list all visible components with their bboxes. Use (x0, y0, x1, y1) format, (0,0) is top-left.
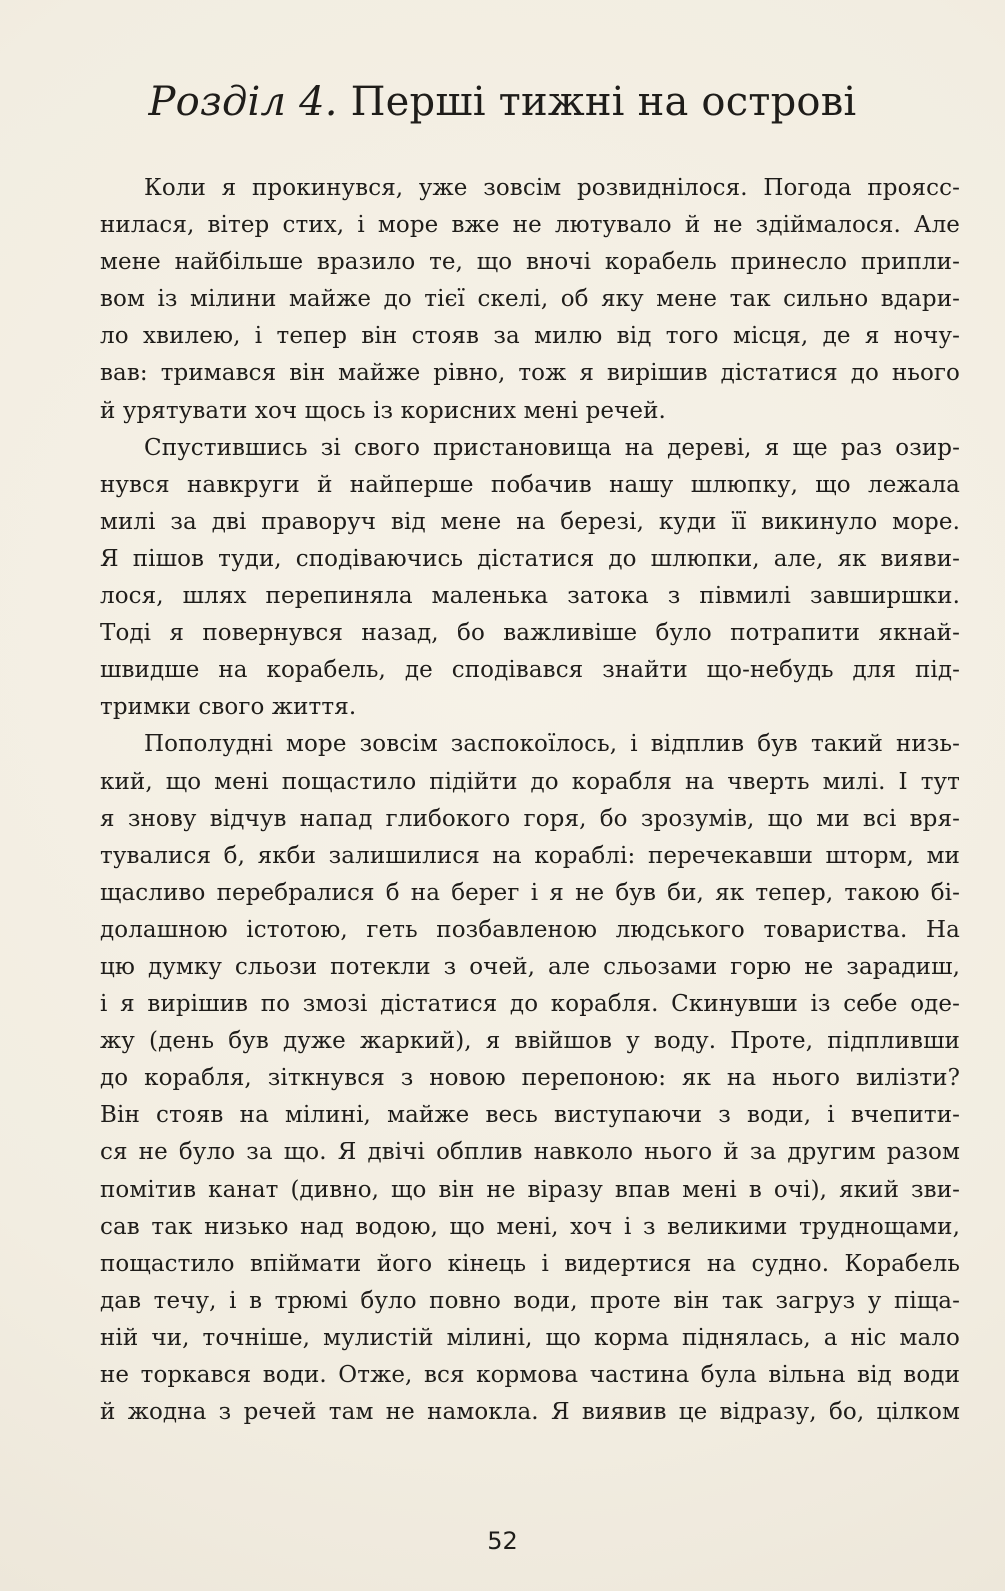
text-line: не торкався води. Отже, вся кормова частина була вільна від води (100, 1362, 960, 1388)
text-line: Пополудні море зовсім заспокоїлось, і відплив був такий низь- (144, 731, 960, 758)
text-line: тувалися б, якби залишилися на кораблі: перечекавши шторм, ми (100, 842, 960, 869)
text-line: Спустившись зі свого пристановища на дереві, я ще раз озир- (144, 434, 960, 461)
text-line: кий, що мені пощастило підійти до корабля на чверть милі. І тут (100, 768, 960, 795)
text-line: тримки свого життя. (100, 694, 357, 721)
text-line: я знову відчув напад глибокого горя, бо зрозумів, що ми всі вря- (100, 805, 960, 832)
paragraph-2 (100, 430, 960, 727)
body-text (100, 170, 960, 1431)
text-line: вав: тримався він майже рівно, тож я вирішив дістатися до нього (100, 360, 960, 387)
text-line: ній чи, точніше, мулистій мілині, що корма піднялась, а ніс мало (100, 1324, 960, 1351)
text-line: Він стояв на мілині, майже весь виступаючи з води, і вчепити- (100, 1102, 960, 1129)
text-line: вом із мілини майже до тієї скелі, об яку мене так сильно вдари- (100, 286, 960, 313)
text-line: ся не було за що. Я двічі обплив навколо нього й за другим разом (100, 1139, 960, 1166)
text-line: ло хвилею, і тепер він стояв за милю від того місця, де я ночу- (100, 323, 960, 350)
text-line: до корабля, зіткнувся з новою перепоною: як на нього вилізти? (100, 1065, 960, 1092)
text-line: Тоді я повернувся назад, бо важливіше було потрапити якнай- (100, 620, 960, 647)
text-line: жу (день був дуже жаркий), я ввійшов у воду. Проте, підпливши (100, 1028, 960, 1055)
chapter-label: Розділ 4. (148, 79, 338, 125)
page-number: 52 (487, 1527, 518, 1555)
text-line: помітив канат (дивно, що він не віразу впав мені в очі), який зви- (100, 1176, 960, 1203)
text-line: Я пішов туди, сподіваючись дістатися до шлюпки, але, як вияви- (100, 545, 960, 572)
text-line: й урятувати хоч щось із корисних мені речей. (100, 397, 666, 424)
chapter-heading (0, 78, 1005, 126)
text-line: швидше на корабель, де сподівався знайти що-небудь для під- (100, 657, 960, 684)
text-line: лося, шлях перепиняла маленька затока з півмилі завширшки. (100, 583, 960, 610)
text-line: нувся навкруги й найперше побачив нашу шлюпку, що лежала (100, 471, 960, 498)
text-line: цю думку сльози потекли з очей, але сльозами горю не зарадиш, (100, 953, 960, 980)
text-line: щасливо перебралися б на берег і я не був би, як тепер, такою бі- (100, 879, 960, 906)
paragraph-1 (100, 170, 960, 430)
text-line: пощастило впіймати його кінець і видертися на судно. Корабель (100, 1250, 960, 1277)
text-line: Коли я прокинувся, уже зовсім розвиднілося. Погода проясс- (144, 175, 960, 201)
text-line: долашною істотою, геть позбавленою людського товариства. На (100, 916, 960, 943)
text-line: нилася, вітер стих, і море вже не лютувало й не здіймалося. Але (100, 212, 960, 239)
text-line: і я вирішив по змозі дістатися до корабля. Скинувши із себе оде- (100, 991, 960, 1018)
text-line: сав так низько над водою, що мені, хоч і з великими труднощами, (100, 1213, 960, 1240)
text-line: й жодна з речей там не намокла. Я виявив це відразу, бо, цілком (100, 1399, 960, 1426)
text-line: мене найбільше вразило те, що вночі корабель принесло припли- (100, 249, 960, 276)
chapter-title: Перші тижні на острові (350, 79, 857, 125)
paragraph-3 (100, 726, 960, 1431)
text-line: милі за дві праворуч від мене на березі, куди її викинуло море. (100, 508, 960, 535)
text-line: дав течу, і в трюмі було повно води, проте він так загруз у піща- (100, 1287, 960, 1314)
